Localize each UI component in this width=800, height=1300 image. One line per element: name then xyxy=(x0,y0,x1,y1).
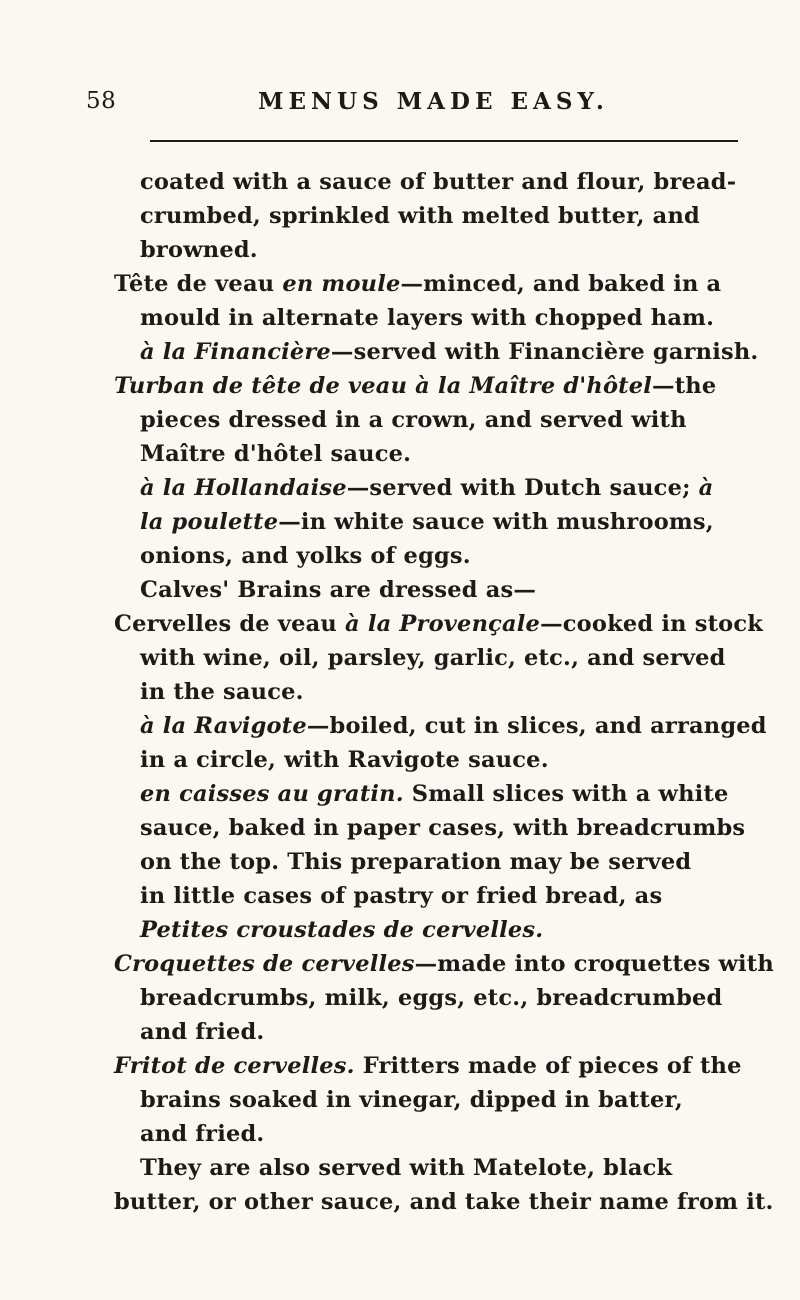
text-line: la poulette—in white sauce with mushrooms, xyxy=(140,509,714,535)
text-line: They are also served with Matelote, black xyxy=(140,1155,673,1181)
text-line: coated with a sauce of butter and flour, bread- xyxy=(140,169,737,195)
header-rule xyxy=(150,140,738,142)
text-line: butter, or other sauce, and take their name from it. xyxy=(114,1189,774,1215)
text-line: crumbed, sprinkled with melted butter, and xyxy=(140,203,700,229)
text-line: à la Hollandaise—served with Dutch sauce; à xyxy=(140,475,714,501)
text-line: breadcrumbs, milk, eggs, etc., breadcrumbed xyxy=(140,985,723,1011)
text-line: Maître d'hôtel sauce. xyxy=(140,441,412,467)
text-line: brains soaked in vinegar, dipped in batter, xyxy=(140,1087,683,1113)
text-line: in the sauce. xyxy=(140,679,304,705)
body-text xyxy=(114,165,774,1219)
text-line: Cervelles de veau à la Provençale—cooked in stock xyxy=(114,611,764,637)
text-line: mould in alternate layers with chopped ham. xyxy=(140,305,715,331)
text-line: Turban de tête de veau à la Maître d'hôtel—the xyxy=(114,373,717,399)
text-line: on the top. This preparation may be served xyxy=(140,849,692,875)
running-head: MENUS MADE EASY. xyxy=(258,88,609,115)
text-line: Calves' Brains are dressed as— xyxy=(140,577,537,603)
text-line: onions, and yolks of eggs. xyxy=(140,543,471,569)
text-line: and fried. xyxy=(140,1019,265,1045)
text-line: à la Ravigote—boiled, cut in slices, and arranged xyxy=(140,713,767,739)
text-line: pieces dressed in a crown, and served with xyxy=(140,407,687,433)
text-line: Fritot de cervelles. Fritters made of pieces of the xyxy=(114,1053,742,1079)
text-line: Croquettes de cervelles—made into croquettes with xyxy=(114,951,774,977)
text-line: sauce, baked in paper cases, with breadcrumbs xyxy=(140,815,746,841)
text-line: en caisses au gratin. Small slices with a white xyxy=(140,781,729,807)
page-number: 58 xyxy=(86,88,117,114)
text-line: Petites croustades de cervelles. xyxy=(140,917,544,943)
text-line: à la Financière—served with Financière garnish. xyxy=(140,339,759,365)
text-line: in little cases of pastry or fried bread, as xyxy=(140,883,663,909)
text-line: in a circle, with Ravigote sauce. xyxy=(140,747,549,773)
page-header xyxy=(86,88,736,128)
text-line: Tête de veau en moule—minced, and baked in a xyxy=(114,271,722,297)
text-line: and fried. xyxy=(140,1121,265,1147)
text-line: browned. xyxy=(140,237,258,263)
text-line: with wine, oil, parsley, garlic, etc., and served xyxy=(140,645,726,671)
